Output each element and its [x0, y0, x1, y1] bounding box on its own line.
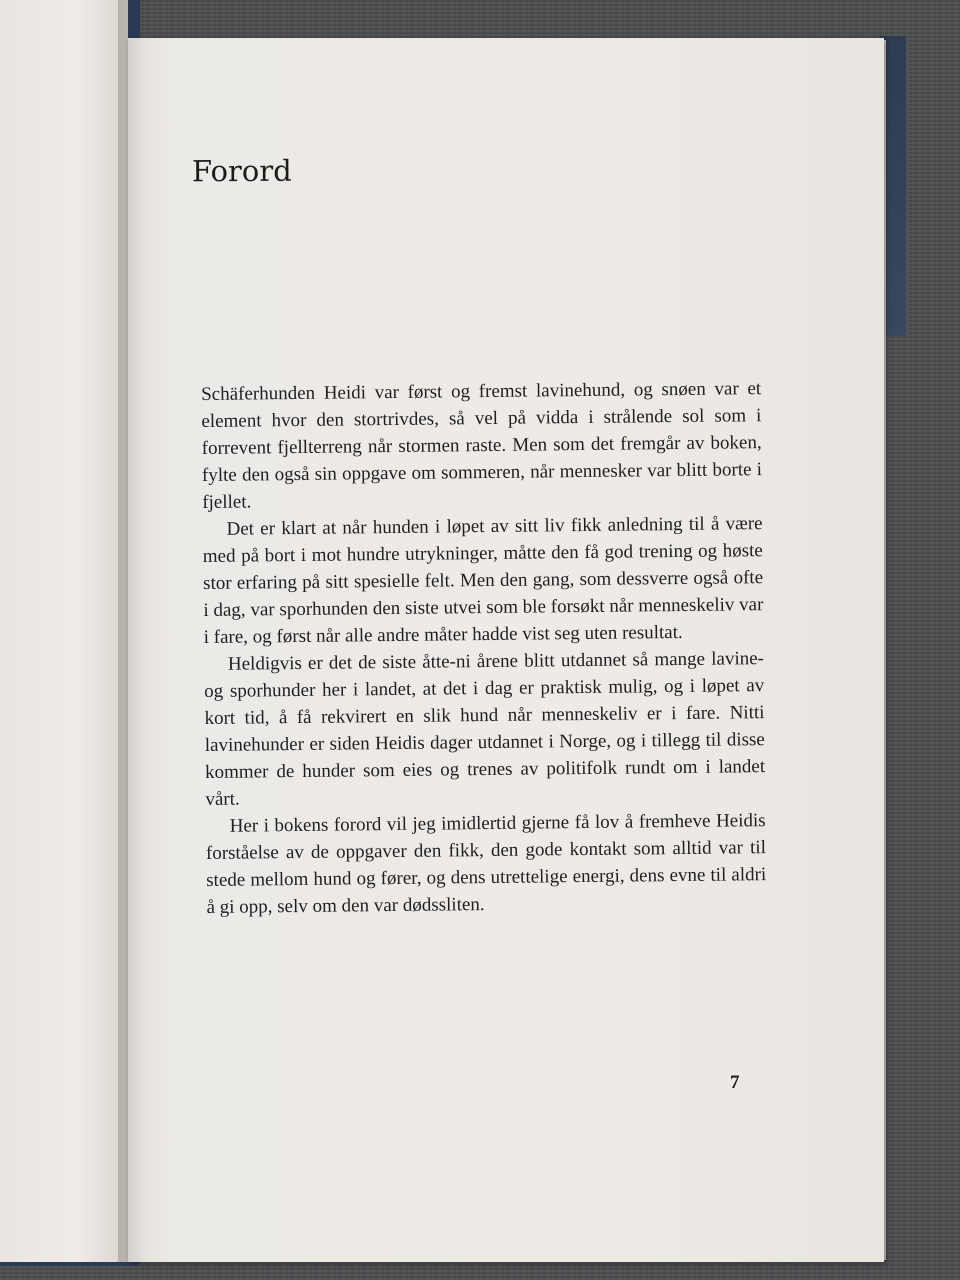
page-number: 7: [730, 1072, 740, 1093]
book-gutter: [118, 0, 148, 1262]
paragraph: Schäferhunden Heidi var først og fremst lavinehund, og snøen var et element hvor den stortrivdes, så vel på vidda i strålende sol som i forrevent fjellterreng når stormen raste. Men som det fremgår av boken, fylte den også sin oppgave om sommeren, når mennesker var blitt borte i fjellet.: [201, 378, 763, 513]
paragraph: Heldigvis er det de siste åtte-ni årene blitt utdannet så mange lavine- og sporhunder her i landet, at det i dag er praktisk mulig, og i løpet av kort tid, å få rekvirert en slik hund når menneskeliv er i fare. Nitti lavinehunder er siden Heidis dager utdannet i Norge, og i tillegg til disse kommer de hunder som eies og trenes av politifolk rundt om i landet vårt.: [204, 648, 766, 810]
chapter-title: Forord: [191, 153, 292, 189]
body-text: [201, 375, 767, 921]
paragraph: Det er klart at når hunden i løpet av sitt liv fikk anledning til å være med på bort i mot hundre utrykninger, måtte den få god trening og høste stor erfaring på sitt spesielle felt. Men den gang, som dessverre også ofte i dag, var sporhunden den siste utvei som ble forsøkt når menneskeliv var i fare, og først når alle andre måter hadde vist seg uten resultat.: [202, 513, 764, 648]
paragraph: Her i bokens forord vil jeg imidlertid gjerne få lov å fremheve Heidis forståelse av de oppgaver den fikk, den gode kontakt som alltid var til stede mellom hund og fører, og dens utrettelige energi, dens evne til aldri å gi opp, selv om den var dødssliten.: [205, 810, 767, 918]
left-page: [0, 0, 128, 1262]
